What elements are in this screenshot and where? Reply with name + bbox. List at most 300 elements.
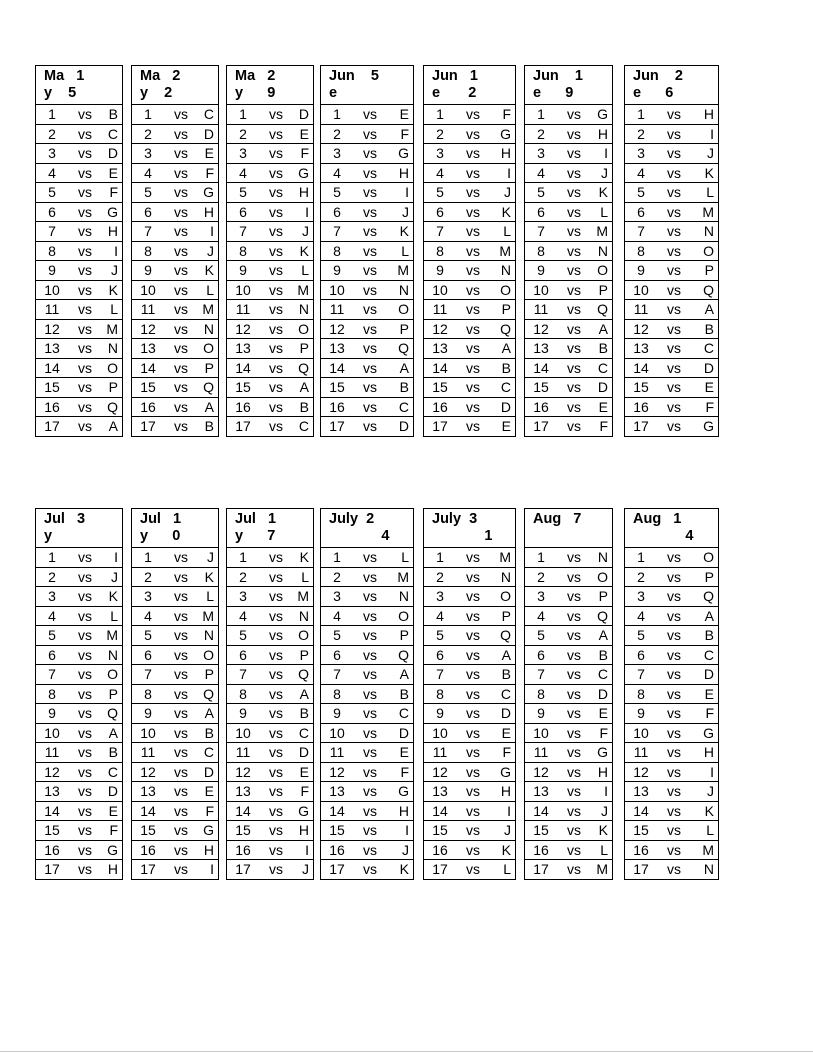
game-number: 1 bbox=[637, 549, 645, 565]
game-number: 16 bbox=[235, 841, 251, 858]
vs-label: vs bbox=[269, 822, 283, 838]
matchup-row bbox=[36, 841, 122, 861]
matchup-row bbox=[36, 261, 122, 281]
matchup-row bbox=[321, 183, 413, 203]
opponent-team: M bbox=[596, 861, 608, 877]
schedule-table bbox=[320, 508, 414, 880]
matchup-row bbox=[321, 860, 413, 879]
opponent-team: G bbox=[203, 822, 214, 838]
game-number: 11 bbox=[235, 301, 251, 317]
vs-label: vs bbox=[78, 685, 92, 702]
opponent-team: G bbox=[203, 184, 214, 200]
matchup-row bbox=[525, 626, 612, 646]
opponent-team: G bbox=[398, 145, 409, 161]
game-number: 9 bbox=[144, 705, 152, 721]
opponent-team: N bbox=[703, 861, 714, 877]
game-number: 6 bbox=[48, 203, 56, 220]
vs-label: vs bbox=[78, 301, 92, 317]
matchup-row bbox=[321, 665, 413, 685]
opponent-team: O bbox=[597, 568, 608, 585]
opponent-team: M bbox=[297, 588, 309, 604]
matchup-row bbox=[227, 125, 313, 145]
opponent-team: Q bbox=[298, 359, 309, 376]
vs-label: vs bbox=[363, 841, 377, 858]
matchup-row bbox=[625, 763, 718, 783]
matchup-row bbox=[227, 398, 313, 418]
game-number: 9 bbox=[48, 705, 56, 721]
vs-label: vs bbox=[466, 783, 480, 799]
matchup-row bbox=[625, 417, 718, 436]
game-number: 10 bbox=[235, 724, 251, 741]
vs-label: vs bbox=[567, 125, 581, 142]
game-number: 4 bbox=[637, 164, 645, 181]
schedule-date-header bbox=[525, 66, 612, 105]
vs-label: vs bbox=[174, 145, 188, 161]
vs-label: vs bbox=[363, 418, 377, 434]
matchup-row bbox=[227, 261, 313, 281]
matchup-row bbox=[227, 164, 313, 184]
matchup-row bbox=[321, 242, 413, 262]
matchup-row bbox=[321, 724, 413, 744]
game-number: 4 bbox=[239, 607, 247, 624]
opponent-team: M bbox=[202, 301, 214, 317]
opponent-team: H bbox=[298, 184, 309, 200]
matchup-row bbox=[525, 125, 612, 145]
opponent-team: K bbox=[704, 164, 714, 181]
matchup-row bbox=[227, 320, 313, 340]
game-number: 15 bbox=[235, 822, 251, 838]
matchup-row bbox=[625, 665, 718, 685]
opponent-team: C bbox=[203, 744, 214, 760]
game-number: 17 bbox=[140, 418, 156, 434]
opponent-team: H bbox=[703, 744, 714, 760]
opponent-team: I bbox=[210, 223, 214, 239]
matchup-row bbox=[525, 568, 612, 588]
vs-label: vs bbox=[667, 301, 681, 317]
vs-label: vs bbox=[174, 340, 188, 356]
opponent-team: Q bbox=[500, 320, 511, 337]
matchup-row bbox=[424, 261, 515, 281]
matchup-row bbox=[132, 398, 218, 418]
matchup-row bbox=[525, 203, 612, 223]
matchup-row bbox=[625, 359, 718, 379]
schedule-date-header bbox=[321, 509, 413, 548]
matchup-row bbox=[36, 782, 122, 802]
matchup-row bbox=[132, 763, 218, 783]
game-number: 17 bbox=[633, 861, 649, 877]
game-number: 5 bbox=[48, 184, 56, 200]
game-number: 15 bbox=[432, 379, 448, 395]
game-number: 9 bbox=[637, 262, 645, 278]
opponent-team: D bbox=[703, 666, 714, 682]
opponent-team: N bbox=[500, 262, 511, 278]
opponent-team: P bbox=[108, 685, 118, 702]
vs-label: vs bbox=[269, 568, 283, 585]
matchup-row bbox=[36, 646, 122, 666]
game-number: 12 bbox=[432, 763, 448, 780]
game-number: 3 bbox=[436, 588, 444, 604]
game-number: 7 bbox=[239, 666, 247, 682]
vs-label: vs bbox=[567, 744, 581, 760]
vs-label: vs bbox=[363, 607, 377, 624]
vs-label: vs bbox=[466, 685, 480, 702]
matchup-row bbox=[227, 821, 313, 841]
vs-label: vs bbox=[363, 262, 377, 278]
opponent-team: I bbox=[604, 145, 608, 161]
matchup-row bbox=[36, 548, 122, 568]
game-number: 1 bbox=[436, 106, 444, 122]
opponent-team: H bbox=[500, 145, 511, 161]
vs-label: vs bbox=[174, 262, 188, 278]
opponent-team: M bbox=[297, 281, 309, 298]
vs-label: vs bbox=[363, 685, 377, 702]
opponent-team: Q bbox=[298, 666, 309, 682]
game-number: 13 bbox=[633, 783, 649, 799]
opponent-team: J bbox=[707, 783, 714, 799]
matchup-row bbox=[132, 568, 218, 588]
vs-label: vs bbox=[78, 724, 92, 741]
vs-label: vs bbox=[269, 320, 283, 337]
matchup-row bbox=[132, 105, 218, 125]
game-number: 2 bbox=[637, 125, 645, 142]
schedule-table bbox=[423, 65, 516, 437]
vs-label: vs bbox=[466, 763, 480, 780]
matchup-row bbox=[132, 183, 218, 203]
game-number: 10 bbox=[44, 281, 60, 298]
matchup-row bbox=[424, 763, 515, 783]
vs-label: vs bbox=[174, 744, 188, 760]
opponent-team: L bbox=[600, 841, 608, 858]
vs-label: vs bbox=[466, 125, 480, 142]
vs-label: vs bbox=[466, 340, 480, 356]
matchup-row bbox=[625, 841, 718, 861]
vs-label: vs bbox=[466, 184, 480, 200]
game-number: 4 bbox=[48, 607, 56, 624]
opponent-team: Q bbox=[398, 340, 409, 356]
opponent-team: N bbox=[298, 301, 309, 317]
matchup-row bbox=[321, 164, 413, 184]
game-number: 6 bbox=[239, 646, 247, 663]
opponent-team: O bbox=[107, 359, 118, 376]
matchup-row bbox=[625, 743, 718, 763]
vs-label: vs bbox=[363, 763, 377, 780]
game-number: 17 bbox=[329, 861, 345, 877]
opponent-team: K bbox=[108, 281, 118, 298]
date-header-line: Jun 5 bbox=[329, 68, 379, 84]
opponent-team: I bbox=[604, 783, 608, 799]
matchup-row bbox=[132, 626, 218, 646]
matchup-row bbox=[525, 802, 612, 822]
opponent-team: K bbox=[204, 262, 214, 278]
matchup-row bbox=[36, 242, 122, 262]
matchup-row bbox=[36, 144, 122, 164]
date-header-line: Ma 1 bbox=[44, 68, 85, 84]
opponent-team: J bbox=[601, 164, 608, 181]
vs-label: vs bbox=[363, 145, 377, 161]
matchup-row bbox=[321, 359, 413, 379]
opponent-team: N bbox=[203, 627, 214, 643]
matchup-row bbox=[227, 587, 313, 607]
matchup-row bbox=[227, 105, 313, 125]
matchup-row bbox=[424, 568, 515, 588]
vs-label: vs bbox=[667, 223, 681, 239]
game-number: 14 bbox=[44, 359, 60, 376]
game-number: 1 bbox=[436, 549, 444, 565]
opponent-team: M bbox=[106, 320, 118, 337]
vs-label: vs bbox=[174, 627, 188, 643]
schedule-table bbox=[35, 65, 123, 437]
game-number: 14 bbox=[140, 802, 156, 819]
matchup-row bbox=[424, 378, 515, 398]
vs-label: vs bbox=[174, 783, 188, 799]
opponent-team: Q bbox=[500, 627, 511, 643]
game-number: 8 bbox=[436, 685, 444, 702]
matchup-row bbox=[132, 378, 218, 398]
game-number: 7 bbox=[333, 223, 341, 239]
matchup-row bbox=[625, 144, 718, 164]
vs-label: vs bbox=[269, 184, 283, 200]
matchup-row bbox=[132, 548, 218, 568]
opponent-team: O bbox=[398, 301, 409, 317]
matchup-row bbox=[525, 339, 612, 359]
matchup-row bbox=[424, 203, 515, 223]
matchup-row bbox=[525, 398, 612, 418]
vs-label: vs bbox=[269, 125, 283, 142]
vs-label: vs bbox=[466, 841, 480, 858]
matchup-row bbox=[424, 398, 515, 418]
vs-label: vs bbox=[78, 340, 92, 356]
matchup-row bbox=[424, 339, 515, 359]
opponent-team: M bbox=[106, 627, 118, 643]
game-number: 8 bbox=[144, 685, 152, 702]
matchup-row bbox=[227, 183, 313, 203]
vs-label: vs bbox=[269, 685, 283, 702]
matchup-row bbox=[525, 261, 612, 281]
game-number: 9 bbox=[239, 705, 247, 721]
game-number: 5 bbox=[637, 184, 645, 200]
matchup-row bbox=[132, 125, 218, 145]
opponent-team: E bbox=[299, 763, 309, 780]
vs-label: vs bbox=[174, 242, 188, 259]
matchup-row bbox=[227, 841, 313, 861]
vs-label: vs bbox=[269, 340, 283, 356]
game-number: 15 bbox=[329, 379, 345, 395]
game-number: 5 bbox=[537, 627, 545, 643]
opponent-team: O bbox=[500, 281, 511, 298]
matchup-row bbox=[321, 281, 413, 301]
opponent-team: B bbox=[501, 666, 511, 682]
game-number: 11 bbox=[140, 744, 156, 760]
game-number: 3 bbox=[333, 145, 341, 161]
date-header-line: y 0 bbox=[140, 528, 181, 544]
vs-label: vs bbox=[174, 861, 188, 877]
vs-label: vs bbox=[269, 418, 283, 434]
vs-label: vs bbox=[667, 822, 681, 838]
date-header-line: Aug 1 bbox=[633, 511, 682, 527]
matchup-row bbox=[424, 125, 515, 145]
opponent-team: E bbox=[204, 783, 214, 799]
opponent-team: C bbox=[298, 418, 309, 434]
opponent-team: P bbox=[399, 627, 409, 643]
game-number: 16 bbox=[633, 841, 649, 858]
matchup-row bbox=[227, 359, 313, 379]
matchup-row bbox=[321, 841, 413, 861]
vs-label: vs bbox=[667, 802, 681, 819]
game-number: 16 bbox=[329, 841, 345, 858]
vs-label: vs bbox=[567, 568, 581, 585]
vs-label: vs bbox=[567, 783, 581, 799]
opponent-team: P bbox=[204, 359, 214, 376]
game-number: 3 bbox=[537, 145, 545, 161]
opponent-team: G bbox=[703, 418, 714, 434]
opponent-team: J bbox=[302, 861, 309, 877]
opponent-team: N bbox=[107, 340, 118, 356]
opponent-team: J bbox=[504, 184, 511, 200]
game-number: 13 bbox=[329, 783, 345, 799]
opponent-team: J bbox=[111, 262, 118, 278]
vs-label: vs bbox=[269, 841, 283, 858]
vs-label: vs bbox=[174, 607, 188, 624]
vs-label: vs bbox=[78, 568, 92, 585]
vs-label: vs bbox=[667, 340, 681, 356]
opponent-team: O bbox=[107, 666, 118, 682]
game-number: 17 bbox=[633, 418, 649, 434]
game-number: 6 bbox=[333, 203, 341, 220]
game-number: 4 bbox=[48, 164, 56, 181]
opponent-team: G bbox=[703, 724, 714, 741]
opponent-team: B bbox=[704, 627, 714, 643]
vs-label: vs bbox=[567, 320, 581, 337]
matchup-row bbox=[132, 704, 218, 724]
opponent-team: B bbox=[399, 379, 409, 395]
vs-label: vs bbox=[174, 320, 188, 337]
opponent-team: J bbox=[207, 549, 214, 565]
opponent-team: G bbox=[500, 763, 511, 780]
game-number: 15 bbox=[533, 822, 549, 838]
game-number: 2 bbox=[239, 568, 247, 585]
opponent-team: I bbox=[507, 164, 511, 181]
game-number: 14 bbox=[633, 359, 649, 376]
opponent-team: M bbox=[702, 841, 714, 858]
opponent-team: I bbox=[305, 841, 309, 858]
date-header-line: Ma 2 bbox=[235, 68, 276, 84]
matchup-row bbox=[625, 378, 718, 398]
game-number: 10 bbox=[235, 281, 251, 298]
opponent-team: B bbox=[704, 320, 714, 337]
vs-label: vs bbox=[269, 281, 283, 298]
game-number: 3 bbox=[333, 588, 341, 604]
game-number: 16 bbox=[533, 841, 549, 858]
matchup-row bbox=[525, 105, 612, 125]
vs-label: vs bbox=[78, 184, 92, 200]
vs-label: vs bbox=[567, 588, 581, 604]
schedule-date-header bbox=[132, 66, 218, 105]
matchup-row bbox=[424, 320, 515, 340]
matchup-row bbox=[525, 183, 612, 203]
matchup-row bbox=[625, 782, 718, 802]
matchup-row bbox=[625, 398, 718, 418]
vs-label: vs bbox=[78, 145, 92, 161]
game-number: 8 bbox=[239, 685, 247, 702]
vs-label: vs bbox=[667, 744, 681, 760]
matchup-row bbox=[625, 242, 718, 262]
opponent-team: K bbox=[501, 203, 511, 220]
game-number: 6 bbox=[144, 203, 152, 220]
opponent-team: H bbox=[203, 203, 214, 220]
game-number: 15 bbox=[533, 379, 549, 395]
vs-label: vs bbox=[667, 359, 681, 376]
vs-label: vs bbox=[174, 763, 188, 780]
vs-label: vs bbox=[363, 340, 377, 356]
vs-label: vs bbox=[269, 262, 283, 278]
matchup-row bbox=[424, 587, 515, 607]
opponent-team: H bbox=[398, 802, 409, 819]
opponent-team: Q bbox=[597, 607, 608, 624]
game-number: 11 bbox=[432, 301, 448, 317]
vs-label: vs bbox=[667, 841, 681, 858]
matchup-row bbox=[424, 626, 515, 646]
matchup-row bbox=[36, 398, 122, 418]
game-number: 13 bbox=[44, 340, 60, 356]
game-number: 5 bbox=[239, 627, 247, 643]
game-number: 14 bbox=[633, 802, 649, 819]
schedule-date-header bbox=[424, 66, 515, 105]
game-number: 16 bbox=[235, 398, 251, 415]
matchup-row bbox=[36, 105, 122, 125]
game-number: 5 bbox=[48, 627, 56, 643]
matchup-row bbox=[132, 802, 218, 822]
vs-label: vs bbox=[78, 744, 92, 760]
game-number: 2 bbox=[144, 125, 152, 142]
game-number: 12 bbox=[235, 763, 251, 780]
game-number: 11 bbox=[140, 301, 156, 317]
vs-label: vs bbox=[363, 125, 377, 142]
schedule-date-header bbox=[227, 66, 313, 105]
date-header-line: e 9 bbox=[533, 85, 574, 101]
vs-label: vs bbox=[174, 184, 188, 200]
opponent-team: E bbox=[704, 379, 714, 395]
opponent-team: N bbox=[203, 320, 214, 337]
matchup-row bbox=[132, 665, 218, 685]
opponent-team: I bbox=[114, 549, 118, 565]
vs-label: vs bbox=[567, 646, 581, 663]
date-header-line: 4 bbox=[633, 528, 694, 544]
game-number: 3 bbox=[239, 145, 247, 161]
vs-label: vs bbox=[466, 242, 480, 259]
opponent-team: N bbox=[398, 588, 409, 604]
matchup-row bbox=[36, 125, 122, 145]
matchup-row bbox=[132, 724, 218, 744]
matchup-row bbox=[424, 841, 515, 861]
matchup-row bbox=[424, 607, 515, 627]
matchup-row bbox=[36, 665, 122, 685]
matchup-row bbox=[321, 125, 413, 145]
opponent-team: D bbox=[500, 705, 511, 721]
date-header-line: 1 bbox=[432, 528, 493, 544]
opponent-team: P bbox=[299, 646, 309, 663]
matchup-row bbox=[132, 144, 218, 164]
date-header-line: Aug 7 bbox=[533, 511, 582, 527]
vs-label: vs bbox=[174, 398, 188, 415]
vs-label: vs bbox=[466, 568, 480, 585]
game-number: 2 bbox=[144, 568, 152, 585]
vs-label: vs bbox=[567, 685, 581, 702]
game-number: 17 bbox=[235, 418, 251, 434]
matchup-row bbox=[36, 164, 122, 184]
game-number: 2 bbox=[637, 568, 645, 585]
opponent-team: P bbox=[108, 379, 118, 395]
game-number: 12 bbox=[329, 763, 345, 780]
